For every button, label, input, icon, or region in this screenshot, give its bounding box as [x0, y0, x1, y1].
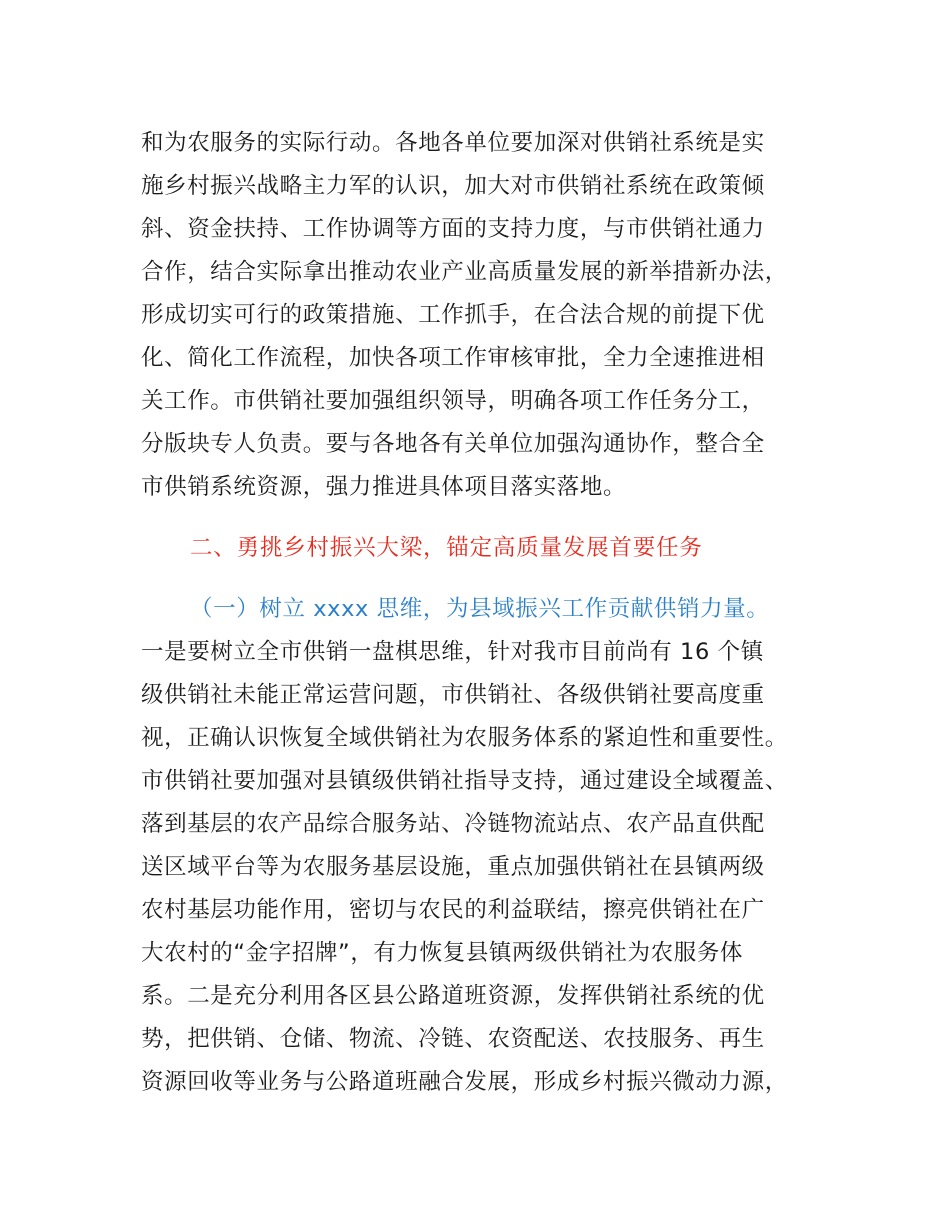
paragraph-line: 大农村的“金字招牌”，有力恢复县镇两级供销社为农服务体: [141, 940, 744, 966]
paragraph-line: 分版块专人负责。要与各地各有关单位加强沟通协作，整合全: [141, 431, 765, 457]
paragraph-line: 一是要树立全市供销一盘棋思维，针对我市目前尚有 16 个镇: [141, 639, 764, 665]
paragraph-line: 视，正确认识恢复全域供销社为农服务体系的紧迫性和重要性。: [141, 725, 788, 751]
paragraph-line: 和为农服务的实际行动。各地各单位要加深对供销社系统是实: [141, 130, 765, 156]
section-heading: 二、勇挑乡村振兴大梁，锚定高质量发展首要任务: [190, 535, 703, 561]
paragraph-line: 送区域平台等为农服务基层设施，重点加强供销社在县镇两级: [141, 854, 765, 880]
paragraph-line: 形成切实可行的政策措施、工作抓手，在合法合规的前提下优: [141, 302, 765, 328]
paragraph-line: 势，把供销、仓储、物流、冷链、农资配送、农技服务、再生: [141, 1026, 765, 1052]
paragraph-line: 施乡村振兴战略主力军的认识，加大对市供销社系统在政策倾: [141, 173, 765, 199]
paragraph-line: 合作，结合实际拿出推动农业产业高质量发展的新举措新办法，: [141, 259, 788, 285]
paragraph-line: 斜、资金扶持、工作协调等方面的支持力度，与市供销社通力: [141, 216, 765, 242]
paragraph-line: 关工作。市供销社要加强组织领导，明确各项工作任务分工，: [141, 388, 765, 414]
paragraph-line: 系。二是充分利用各区县公路道班资源，发挥供销社系统的优: [141, 983, 765, 1009]
paragraph-line: 农村基层功能作用，密切与农民的利益联结，擦亮供销社在广: [141, 897, 765, 923]
paragraph-line: 资源回收等业务与公路道班融合发展，形成乡村振兴微动力源，: [141, 1069, 788, 1095]
paragraph-line: 级供销社未能正常运营问题，市供销社、各级供销社要高度重: [141, 682, 765, 708]
paragraph-line: 化、简化工作流程，加快各项工作审核审批，全力全速推进相: [141, 345, 765, 371]
paragraph-line: 市供销系统资源，强力推进具体项目落实落地。: [141, 474, 627, 500]
paragraph-line: 市供销社要加强对县镇级供销社指导支持，通过建设全域覆盖、: [141, 768, 788, 794]
paragraph-line: 落到基层的农产品综合服务站、冷链物流站点、农产品直供配: [141, 811, 765, 837]
subsection-heading: （一）树立 xxxx 思维，为县域振兴工作贡献供销力量。: [190, 596, 770, 622]
